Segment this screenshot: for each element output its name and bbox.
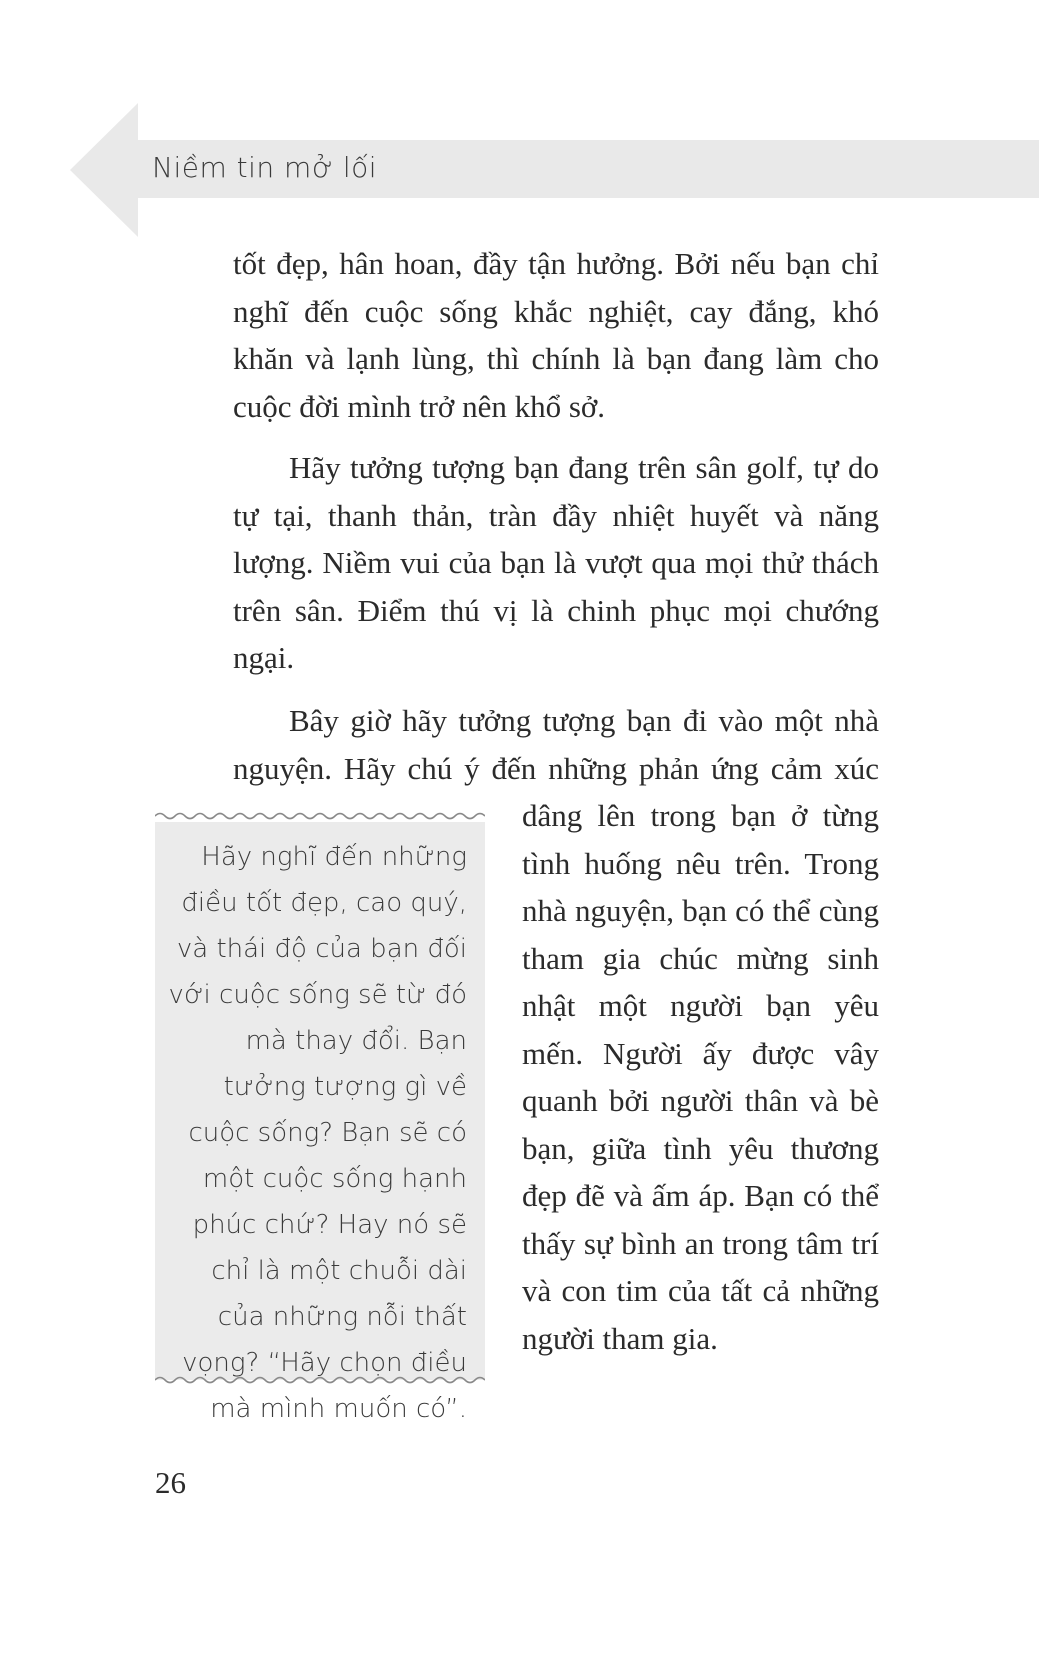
sidebar-quote-text: Hãy nghĩ đến những điều tốt đẹp, cao quý, và thái độ của bạn đối với cuộc sống sẽ từ đó mà thay đổi. Bạn tưởng tượng gì về cuộc sống? Bạn sẽ có một cuộc sống hạnh phúc chứ? Hay nó sẽ chỉ là một chuỗi dài của những nỗi thất vọng? “Hãy chọn điều mà mình muốn có”. [168, 842, 467, 1424]
paragraph-2: Hãy tưởng tượng bạn đang trên sân golf, tự do tự tại, thanh thản, tràn đầy nhiệt huyết và năng lượng. Niềm vui của bạn là vượt qua mọi thử thách trên sân. Điểm thú vị là chinh phục mọi chướng ngại. [233, 450, 879, 675]
wavy-border-bottom [155, 1374, 485, 1386]
chapter-title: Niềm tin mở lối [152, 151, 378, 184]
sidebar-quote-box [155, 808, 485, 1424]
page-number: 26 [155, 1465, 186, 1500]
paragraph-1: tốt đẹp, hân hoan, đầy tận hưởng. Bởi nếu bạn chỉ nghĩ đến cuộc sống khắc nghiệt, cay đắng, khó khăn và lạnh lùng, thì chính là bạn đang làm cho cuộc đời mình trở nên khổ sở. [233, 246, 879, 424]
paragraph-3-start: Bây giờ hãy tưởng tượng bạn đi vào một nhà nguyện. Hãy chú ý đến những phản ứng cảm xúc [233, 703, 879, 786]
header-banner [70, 103, 1039, 237]
paragraph-3-continued: dâng lên trong bạn ở từng tình huống nêu trên. Trong nhà nguyện, bạn có thể cùng tham gia chúc mừng sinh nhật một người bạn yêu mến. Người ấy được vây quanh bởi người thân và bè bạn, giữa tình yêu thương đẹp đẽ và ấm áp. Bạn có thể thấy sự bình an trong tâm trí và con tim của tất cả những người tham gia. [522, 798, 879, 1356]
wavy-border-top [155, 810, 485, 822]
